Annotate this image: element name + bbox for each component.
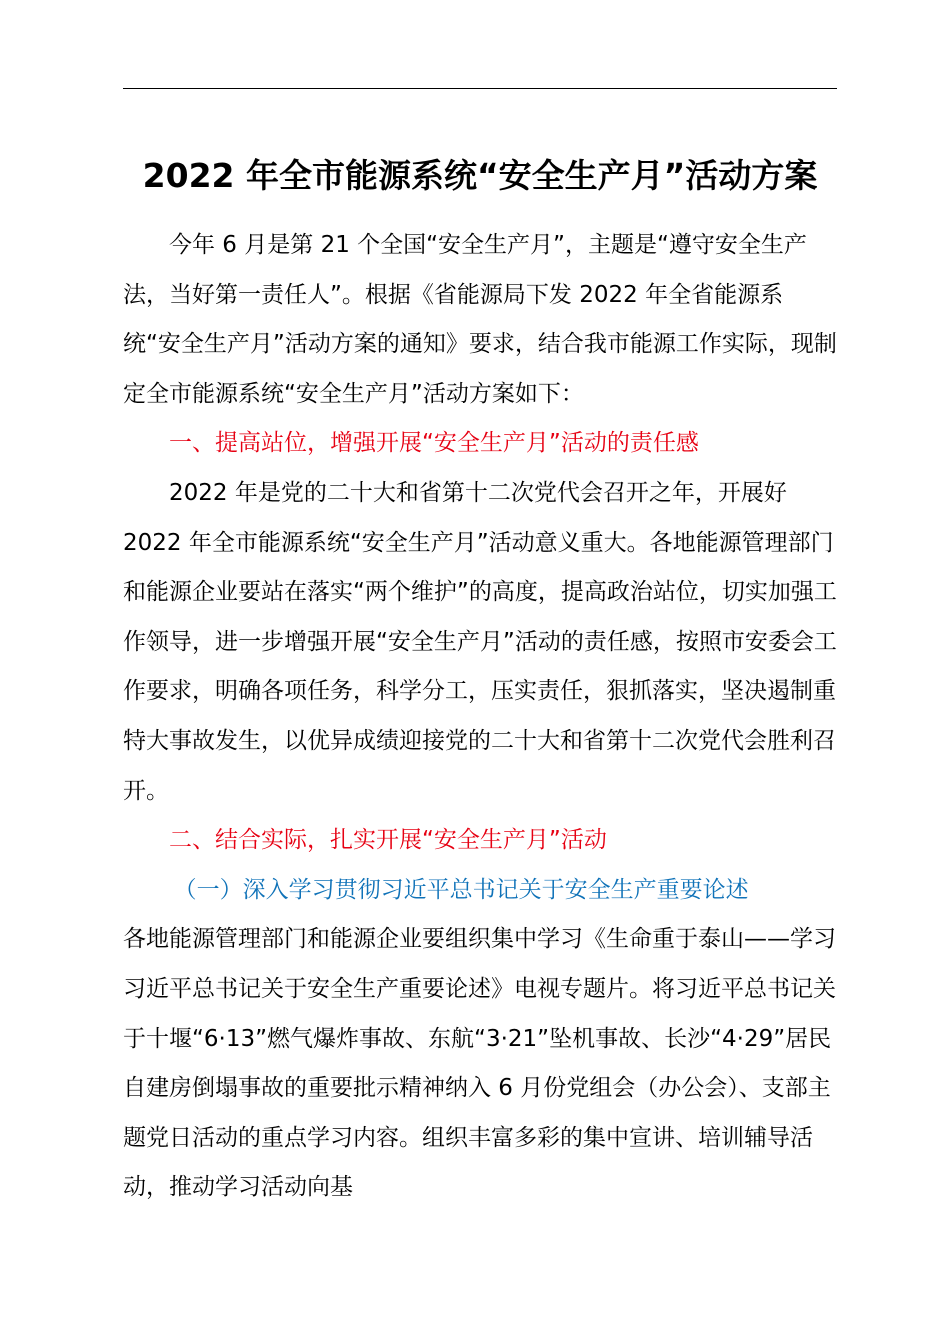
- document-body: [123, 221, 837, 1213]
- section-2-paragraph: 各地能源管理部门和能源企业要组织集中学习《生命重于泰山——学习习近平总书记关于安全生产重要论述》电视专题片。将习近平总书记关于十堰“6·13”燃气爆炸事故、东航“3·21”坠机事故、长沙“4·29”居民自建房倒塌事故的重要批示精神纳入 6 月份党组会（办公会）、支部主题党日活动的重点学习内容。组织丰富多彩的集中宣讲、培训辅导活动，推动学习活动向基: [123, 926, 836, 1201]
- section-1-heading: 一、提高站位，增强开展“安全生产月”活动的责任感: [169, 430, 699, 457]
- section-1-paragraph: 2022 年是党的二十大和省第十二次党代会召开之年，开展好 2022 年全市能源系统“安全生产月”活动意义重大。各地能源管理部门和能源企业要站在落实“两个维护”的高度，提高政治站位，切实加强工作领导，进一步增强开展“安全生产月”活动的责任感，按照市安委会工作要求，明确各项任务，科学分工，压实责任，狠抓落实，坚决遏制重特大事故发生，以优异成绩迎接党的二十大和省第十二次党代会胜利召开。: [123, 479, 837, 804]
- section-2-heading: 二、结合实际，扎实开展“安全生产月”活动: [169, 827, 607, 854]
- section-2-subheading: （一）深入学习贯彻习近平总书记关于安全生产重要论述: [173, 876, 749, 903]
- intro-paragraph: 今年 6 月是第 21 个全国“安全生产月”，主题是“遵守安全生产法，当好第一责任人”。根据《省能源局下发 2022 年全省能源系统“安全生产月”活动方案的通知》要求，结合我市能源工作实际，现制定全市能源系统“安全生产月”活动方案如下：: [123, 232, 837, 407]
- header-rule: [123, 88, 837, 89]
- document-title: 2022 年全市能源系统“安全生产月”活动方案: [142, 156, 818, 195]
